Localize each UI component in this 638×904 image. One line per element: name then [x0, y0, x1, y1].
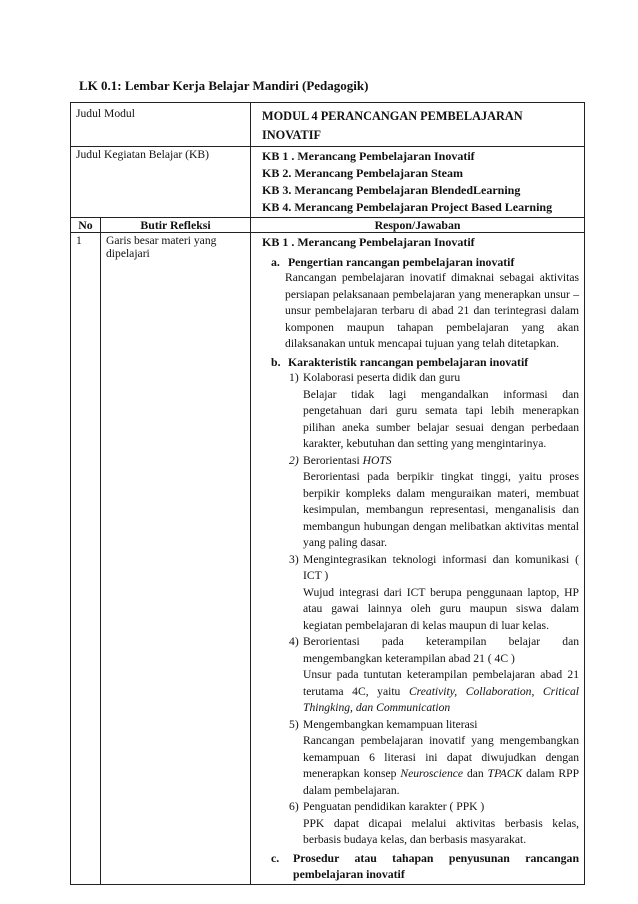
- item-body: Unsur pada tuntutan keterampilan pembelajaran abad 21 terutama 4C, yaitu: [303, 668, 580, 698]
- header-butir: Butir Refleksi: [101, 218, 251, 233]
- item-title: Penguatan pendidikan karakter ( PPK ): [303, 800, 485, 813]
- judul-kb-row: [71, 147, 585, 218]
- section-b-label: b.: [271, 354, 281, 369]
- list-item: [289, 634, 579, 717]
- list-item: [289, 370, 579, 453]
- item-body-italic: TPACK: [487, 767, 523, 780]
- judul-kb-label: Judul Kegiatan Belajar (KB): [71, 147, 251, 218]
- item-body-italic: Creativity, Collaboration, Critical Thingking, dan Communication: [303, 684, 580, 714]
- item-body: PPK dapat dicapai melalui aktivitas berbasis kelas, berbasis budaya kelas, dan berbasis masyarakat.: [303, 816, 580, 846]
- item-number: 1): [289, 371, 299, 384]
- respon-kb-title: KB 1 . Merancang Pembelajaran Inovatif: [262, 235, 475, 249]
- judul-modul-row: [71, 103, 585, 147]
- header-respon: Respon/Jawaban: [251, 218, 585, 233]
- item-body: Berorientasi pada berpikir tingkat tinggi, yaitu proses berpikir kompleks dalam menguraikan materi, membuat kesimpulan, membangun representasi, menganalisis dan membangun hubungan dengan melibatkan aktivitas mental yang paling dasar.: [303, 470, 580, 549]
- item-title: Kolaborasi peserta didik dan guru: [303, 371, 461, 384]
- item-title-italic: HOTS: [362, 453, 392, 467]
- item-number: 4): [289, 635, 299, 648]
- item-number: 2): [289, 453, 299, 467]
- section-c-title: Prosedur atau tahapan penyusunan rancangan: [293, 850, 580, 865]
- list-item: [289, 799, 579, 849]
- section-a-title: Pengertian rancangan pembelajaran inovatif: [287, 254, 515, 269]
- section-a-label: a.: [271, 254, 280, 269]
- item-body-post: dalam RPP dalam pembelajaran.: [303, 767, 580, 797]
- row-respon: [251, 233, 585, 885]
- item-body-mid: dan: [463, 767, 488, 780]
- section-c: [271, 850, 579, 867]
- kb-item: KB 1 . Merancang Pembelajaran Inovatif: [262, 149, 475, 163]
- judul-kb-list: [251, 147, 585, 218]
- item-number: 6): [289, 800, 299, 813]
- item-number: 3): [289, 552, 299, 566]
- judul-modul-label: Judul Modul: [71, 103, 251, 147]
- header-no: No: [71, 218, 101, 233]
- section-c-label: c.: [271, 850, 280, 865]
- section-a-body: Rancangan pembelajaran inovatif dimaknai sebagai aktivitas persiapan pelaksanaan pembelajaran yang menerapkan unsur – unsur pembelajaran terbaru di abad 21 dan terintegrasi dalam komponen maupun tahapan pembelajaran yang akan dilaksanakan untuk mencapai tujuan yang telah ditetapkan.: [285, 271, 580, 350]
- item-title: Mengembangkan kemampuan literasi: [303, 717, 478, 731]
- section-a: [271, 254, 579, 353]
- item-body: Rancangan pembelajaran inovatif yang mengembangkan kemampuan 6 literasi ini dapat diwujudkan dengan menerapkan konsep: [303, 734, 580, 780]
- row-no: 1: [71, 233, 101, 885]
- section-b: [271, 354, 579, 849]
- item-title: Mengintegrasikan teknologi informasi dan komunikasi ( ICT ): [303, 552, 580, 582]
- item-body: Belajar tidak lagi mengandalkan informasi dan pengetahuan dari guru semata tapi lebih menerapkan pilihan aneka sumber belajar sesuai dengan perbedaan karakter, kebutuhan dan setting yang mengintarinya.: [303, 387, 580, 450]
- item-number: 5): [289, 717, 299, 731]
- list-item: [289, 552, 579, 635]
- kb-item: KB 4. Merancang Pembelajaran Project Based Learning: [262, 200, 553, 214]
- item-body-italic: Neuroscience: [400, 767, 464, 780]
- list-item: [289, 717, 579, 800]
- judul-modul-value: MODUL 4 PERANCANGAN PEMBELAJARAN INOVATIF: [251, 103, 585, 147]
- page-title: LK 0.1: Lembar Kerja Belajar Mandiri (Pedagogik): [79, 78, 369, 93]
- worksheet-table: [70, 102, 585, 885]
- section-b-title: Karakteristik rancangan pembelajaran inovatif: [287, 354, 529, 369]
- list-item: [289, 453, 579, 552]
- item-title: Berorientasi pada keterampilan belajar dan mengembangkan keterampilan abad 21 ( 4C ): [303, 635, 580, 665]
- table-row: [71, 233, 585, 885]
- header-row: [71, 218, 585, 233]
- kb-item: KB 3. Merancang Pembelajaran BlendedLearning: [262, 183, 521, 197]
- row-butir: Garis besar materi yang dipelajari: [101, 233, 251, 885]
- section-c-title-cont: pembelajaran inovatif: [293, 867, 405, 881]
- item-body: Wujud integrasi dari ICT berupa penggunaan laptop, HP atau gawai lainnya oleh guru maupun siswa dalam kegiatan pembelajaran di kelas maupun di luar kelas.: [303, 585, 580, 632]
- kb-item: KB 2. Merancang Pembelajaran Steam: [262, 166, 463, 180]
- item-title: Berorientasi: [303, 453, 363, 467]
